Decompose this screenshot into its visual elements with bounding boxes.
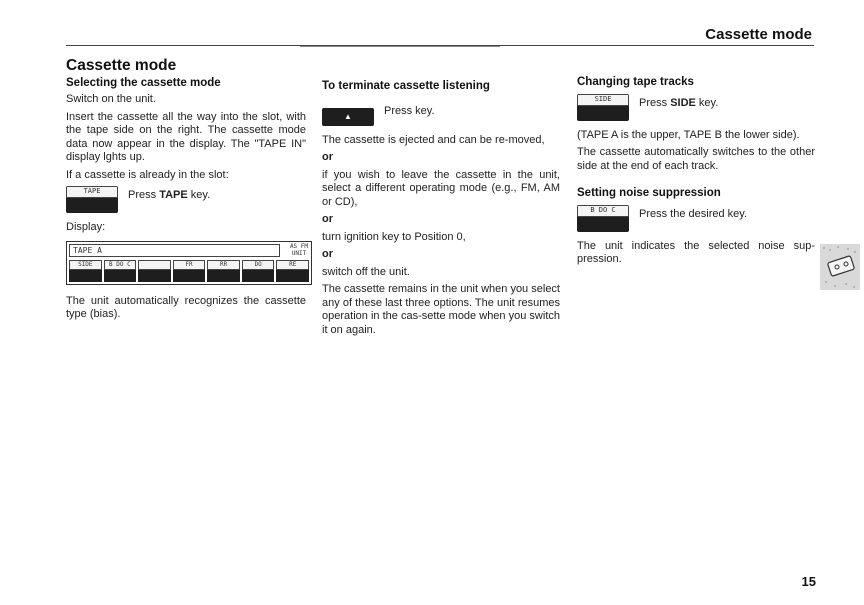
display-button-label: RE bbox=[276, 260, 309, 270]
cassette-tab-icon bbox=[820, 244, 860, 290]
display-readout: TAPE A bbox=[69, 244, 280, 257]
instruction-text: key. bbox=[695, 96, 719, 109]
display-button bbox=[138, 260, 171, 282]
column-2 bbox=[322, 80, 560, 341]
or-separator: or bbox=[322, 213, 333, 225]
side-key-label: SIDE bbox=[577, 94, 629, 106]
display-button bbox=[173, 260, 206, 282]
paragraph: The unit automatically recognizes the cassette type (bias). bbox=[66, 294, 306, 320]
section-subtitle: Setting noise suppression bbox=[577, 187, 721, 199]
paragraph: If a cassette is already in the slot: bbox=[66, 168, 229, 181]
paragraph: turn ignition key to Position 0, bbox=[322, 230, 466, 243]
paragraph: The cassette automatically switches to the other side at the end of each track. bbox=[577, 146, 815, 172]
paragraph: switch off the unit. bbox=[322, 265, 410, 278]
paragraph: Switch on the unit. bbox=[66, 93, 156, 105]
display-button-label: FR bbox=[173, 260, 206, 270]
header-rule-accent bbox=[300, 46, 500, 47]
or-separator: or bbox=[322, 248, 333, 260]
display-button bbox=[69, 260, 102, 282]
noise-key-row bbox=[577, 205, 815, 232]
instruction-key-name: TAPE bbox=[159, 189, 188, 201]
side-key-icon bbox=[577, 94, 629, 121]
display-button bbox=[207, 260, 240, 282]
paragraph: Insert the cassette all the way into the slot, with the tape side on the right. The cassette mode data now appear in the display. The "TAPE IN" display lghts up. bbox=[66, 110, 306, 163]
or-separator: or bbox=[322, 151, 333, 163]
column-1 bbox=[66, 59, 306, 326]
paragraph: if you wish to leave the cassette in the unit, select a different operating mode (e.g., FM, AM or CD), bbox=[322, 168, 560, 208]
paragraph: (TAPE A is the upper, TAPE B the lower side). bbox=[577, 128, 800, 141]
side-key-instruction bbox=[639, 94, 718, 111]
display-button-label: DO bbox=[242, 260, 275, 270]
display-button bbox=[276, 260, 309, 282]
section-subtitle: Changing tape tracks bbox=[577, 76, 694, 88]
paragraph: The cassette is ejected and can be re-moved, bbox=[322, 133, 545, 146]
page-number: 15 bbox=[801, 574, 816, 589]
radio-display-panel bbox=[66, 241, 312, 285]
display-button-row bbox=[69, 260, 309, 282]
unit-line: UNIT bbox=[291, 249, 307, 257]
display-button-label: B DO C bbox=[104, 260, 137, 270]
eject-key-row bbox=[322, 102, 560, 126]
section-subtitle: To terminate cassette listening bbox=[322, 80, 490, 92]
display-button bbox=[242, 260, 275, 282]
display-label: Display: bbox=[66, 221, 106, 233]
tape-key-label: TAPE bbox=[66, 186, 118, 198]
display-unit-indicator bbox=[290, 243, 308, 257]
instruction-text: key. bbox=[187, 189, 211, 201]
display-button-label bbox=[138, 260, 171, 270]
tape-key-icon bbox=[66, 186, 118, 213]
unit-line: AS FM bbox=[289, 242, 308, 250]
tape-key-instruction bbox=[128, 186, 210, 203]
display-button bbox=[104, 260, 137, 282]
eject-key-icon bbox=[322, 108, 374, 126]
instruction-key-name: SIDE bbox=[670, 96, 696, 109]
column-3 bbox=[577, 76, 815, 271]
side-key-row bbox=[577, 94, 815, 121]
display-button-label: SIDE bbox=[69, 260, 102, 270]
section-subtitle: Selecting the cassette mode bbox=[66, 76, 221, 89]
instruction-text: Press bbox=[128, 189, 160, 201]
noise-key-instruction: Press the desired key. bbox=[639, 207, 748, 220]
section-title: Cassette mode bbox=[66, 57, 177, 74]
eject-key-instruction: Press key. bbox=[384, 104, 435, 117]
eject-arrow-icon: ▲ bbox=[344, 111, 352, 121]
noise-key-icon bbox=[577, 205, 629, 232]
instruction-text: Press bbox=[639, 96, 671, 109]
paragraph: The unit indicates the selected noise sup-pression. bbox=[577, 239, 815, 265]
tape-key-row bbox=[66, 186, 306, 213]
paragraph: The cassette remains in the unit when you select any of these last three options. The unit resumes operation in the cas-sette mode when you switch it on again. bbox=[322, 283, 560, 336]
page-header-title: Cassette mode bbox=[705, 26, 812, 43]
display-button-label: RR bbox=[207, 260, 240, 270]
noise-key-label: B DO C bbox=[577, 205, 629, 217]
